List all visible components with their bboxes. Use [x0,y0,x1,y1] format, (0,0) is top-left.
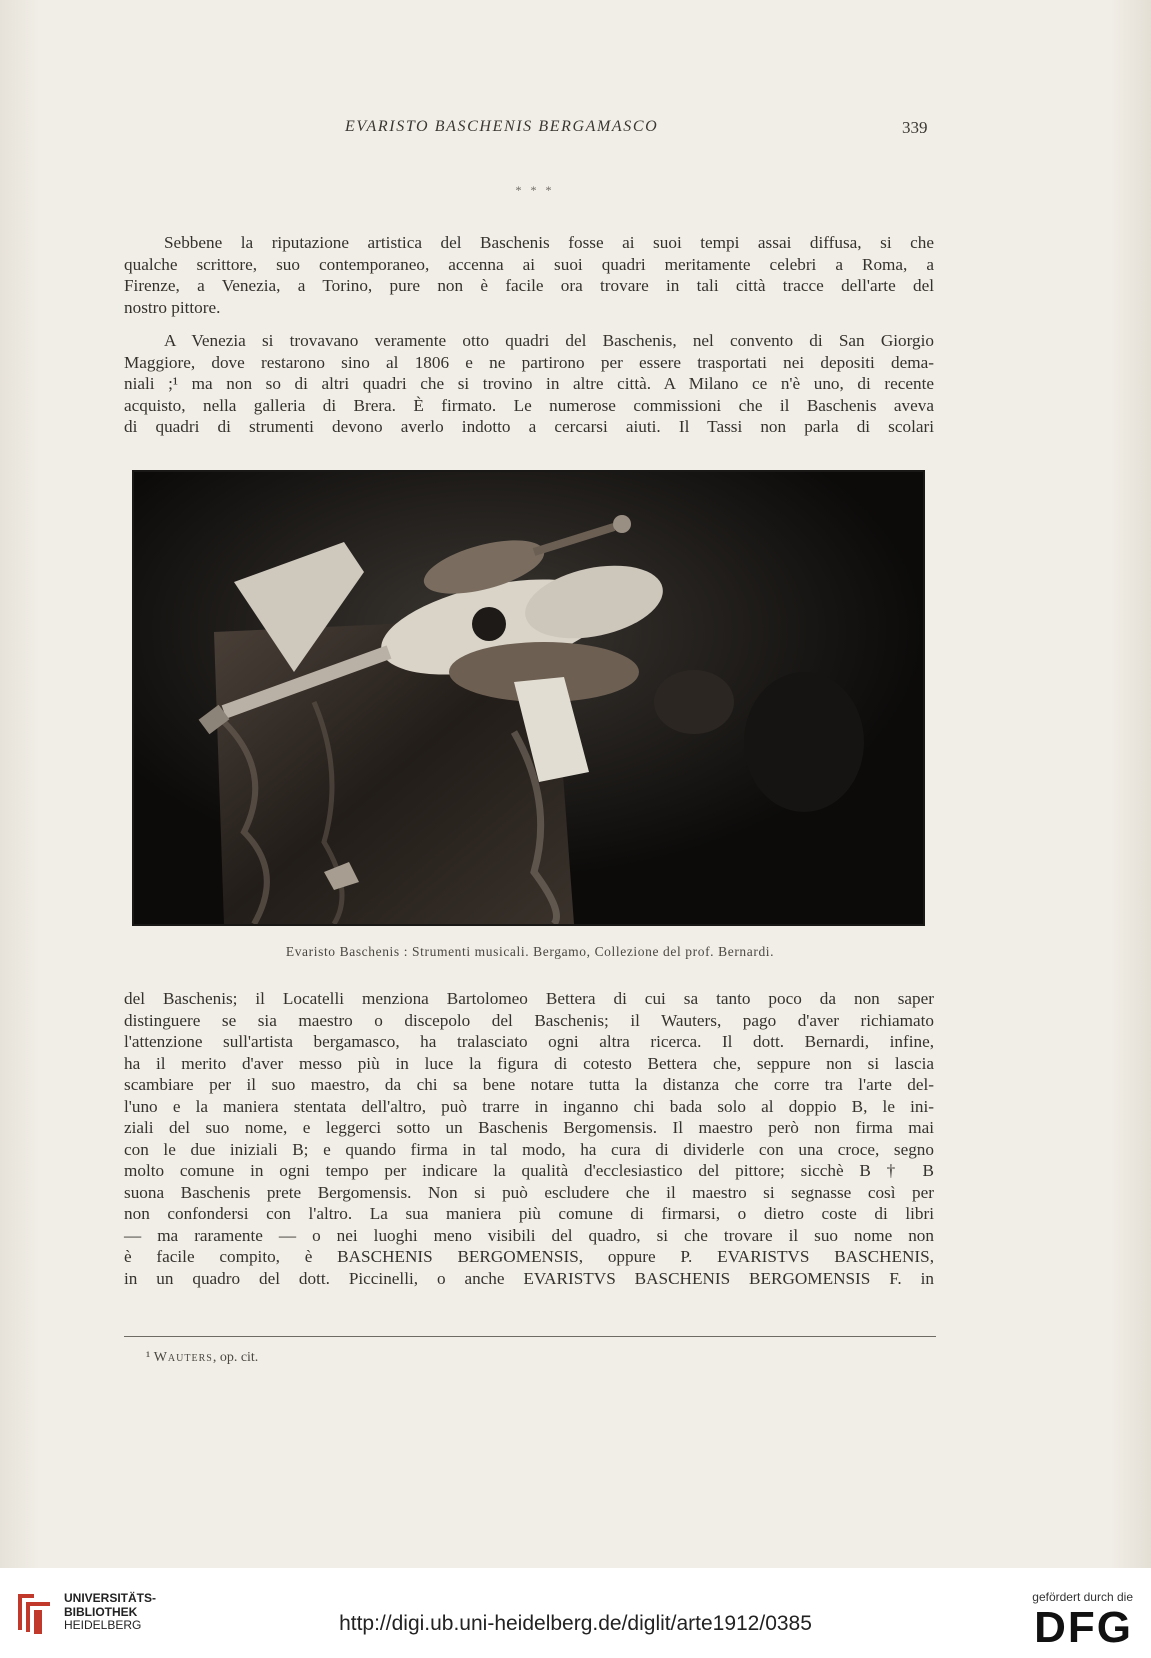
text-line: in un quadro del dott. Piccinelli, o anche EVARISTVS BASCHENIS BERGOMENSIS F. in [124,1268,934,1288]
library-name-line: HEIDELBERG [64,1618,142,1632]
text-line: acquisto, nella galleria di Brera. È firmato. Le numerose commissioni che il Baschenis aveva [124,395,934,415]
text-line: ha il merito d'aver messo più in luce la figura di cotesto Bettera che, seppure non si lascia [124,1053,934,1073]
running-title: EVARISTO BASCHENIS BERGAMASCO [345,118,659,135]
text-line: del Baschenis; il Locatelli menziona Bartolomeo Bettera di cui sa tanto poco da non saper [124,989,934,1008]
still-life-musical-instruments-image [134,472,923,924]
text-line: molto comune in ogni tempo per indicare la qualità d'ecclesiastico del pittore; sicchè B † B [124,1161,934,1180]
permalink-url[interactable]: http://digi.ub.uni-heidelberg.de/diglit/arte1912/0385 [339,1612,812,1635]
text-line: distinguere se sia maestro o discepolo del Baschenis; il Wauters, pago d'aver richiamato [124,1010,934,1030]
text-line: niali ;¹ ma non so di altri quadri che si trovino in altre città. A Milano ce n'è uno, di recente [124,374,934,393]
footnote [146,1350,258,1366]
text-line: di quadri di strumenti devono averlo indotto a cercarsi aiuti. Il Tassi non parla di scolari [124,417,934,436]
footnote-mark: ¹ [146,1350,151,1365]
paragraph-2 [124,330,934,438]
footnote-reference: , op. cit. [212,1350,259,1365]
text-line: Firenze, a Venezia, a Torino, pure non è facile ora trovare in tali città tracce dell'arte del [124,276,934,295]
dfg-logo: DFG [1034,1603,1133,1652]
text-line: non confondersi con l'altro. La sua maniera più comune di firmarsi, o dietro coste di libri [124,1204,934,1223]
running-head [0,118,1151,142]
footnote-author: Wauters [153,1350,213,1365]
painting-reproduction [132,470,925,926]
text-line: l'uno e la maniera stentata dell'altro, può trarre in inganno chi bada solo al doppio B, le ini- [124,1096,934,1116]
paragraph-1 [124,232,934,318]
text-line: suona Baschenis prete Bergomensis. Non si può escludere che il maestro si segnasse così per [124,1182,934,1202]
text-line: — ma raramente — o nei luoghi meno visibili del quadro, si che trovare il suo nome non [124,1225,934,1245]
text-line: ziali del suo nome, e leggerci sotto un Baschenis Bergomensis. Il maestro però non firma mai [124,1118,934,1137]
page-number: 339 [902,118,928,137]
text-line: nostro pittore. [124,297,221,317]
text-line: A Venezia si trovavano veramente otto quadri del Baschenis, nel convento di San Giorgio [164,331,934,350]
digitization-footer [0,1568,1151,1658]
library-name-line: BIBLIOTHEK [64,1604,138,1619]
library-name-line: UNIVERSITÄTS- [64,1591,157,1605]
figure-caption: Evaristo Baschenis : Strumenti musicali. Bergamo, Collezione del prof. Bernardi. [285,944,775,959]
funding-text: gefördert durch die [1032,1590,1133,1604]
text-line: qualche scrittore, suo contemporaneo, accenna ai suoi quadri meritamente celebri a Roma, a [124,254,934,274]
text-line: è facile compito, è BASCHENIS BERGOMENSIS, oppure P. EVARISTVS BASCHENIS, [124,1247,934,1266]
paragraph-3 [124,988,934,1289]
text-line: scambiare per il suo maestro, da chi sa bene notare tutta la distanza che corre tra l'arte del- [124,1075,934,1094]
footnote-rule [124,1336,936,1337]
text-line: Sebbene la riputazione artistica del Baschenis fosse ai suoi tempi assai diffusa, si che [164,233,934,252]
text-line: Maggiore, dove restarono sino al 1806 e ne partirono per essere trasportati nei depositi dema- [124,352,934,372]
text-line: con le due iniziali B; e quando firma in tal modo, ha cura di dividerle con una croce, segno [124,1139,934,1159]
section-asterism: * * * [515,183,555,197]
funding-note [1032,1590,1133,1652]
text-line: l'attenzione sull'artista bergamasco, ha tralasciato ogni altra ricerca. Il dott. Bernardi, infine, [124,1032,934,1051]
